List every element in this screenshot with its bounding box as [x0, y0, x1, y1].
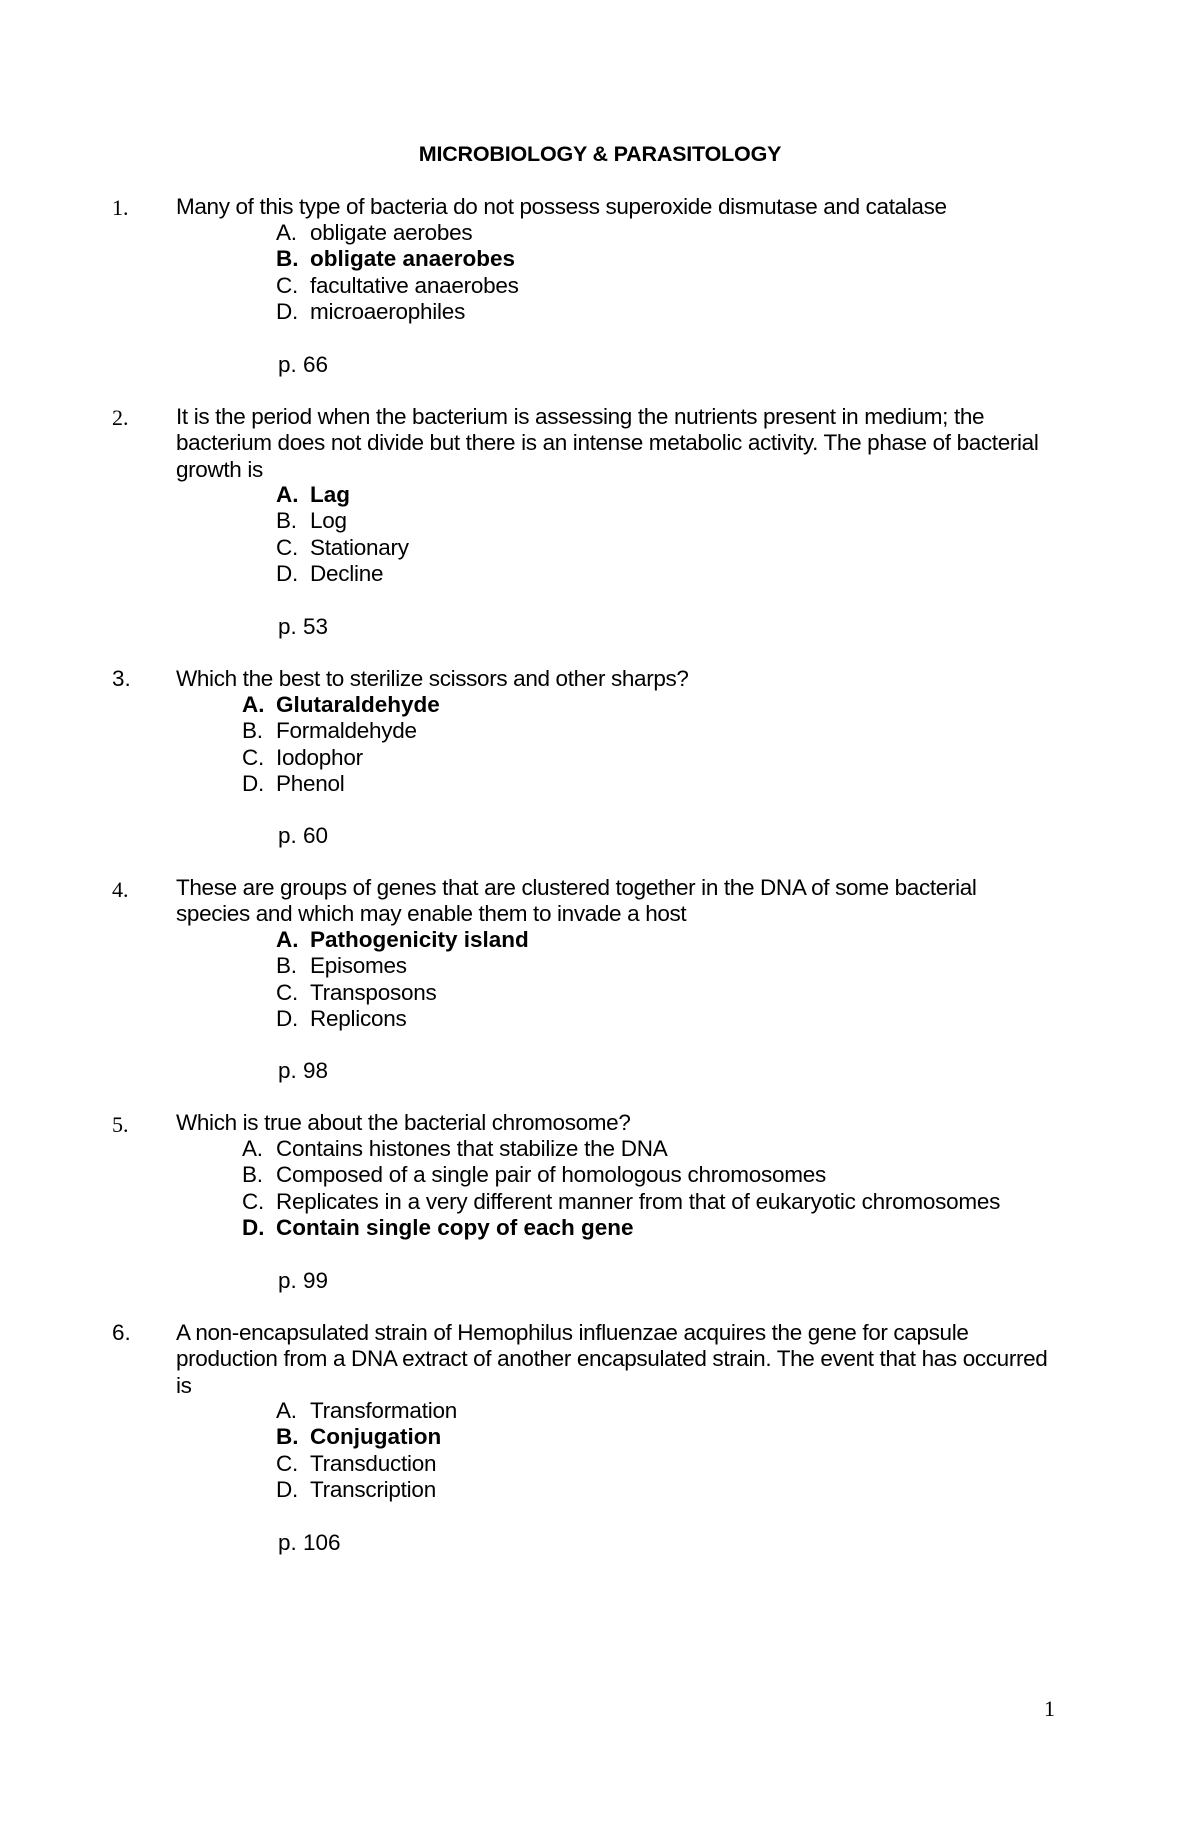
option-list — [276, 482, 409, 587]
option-c: C. Stationary — [276, 534, 409, 560]
question-text: It is the period when the bacterium is assessing the nutrients present in medium; the bacterium does not divide but there is an intense metabolic activity. The phase of bacterial growth is — [176, 404, 1039, 482]
option-b: B. obligate anaerobes — [276, 246, 516, 272]
option-b: B. Composed of a single pair of homologous chromosomes — [242, 1162, 827, 1188]
option-b: B. Episomes — [276, 953, 407, 979]
option-list — [276, 220, 519, 325]
option-d: D. Decline — [276, 560, 384, 586]
option-b: B. Formaldehyde — [242, 718, 417, 744]
question-text: Which the best to sterilize scissors and other sharps? — [176, 666, 689, 691]
page-reference: p. 98 — [278, 1058, 329, 1083]
page-reference: p. 60 — [278, 823, 329, 848]
page-number: 1 — [1044, 1696, 1055, 1721]
option-d: D. Replicons — [276, 1005, 407, 1031]
option-d: D. microaerophiles — [276, 298, 466, 324]
question-number: 1. — [112, 195, 129, 220]
page-reference: p. 66 — [278, 352, 329, 377]
option-a: A. obligate aerobes — [276, 220, 473, 245]
option-c: C. Iodophor — [242, 744, 363, 770]
option-a: A. Contains histones that stabilize the DNA — [242, 1136, 668, 1161]
question-text: Many of this type of bacteria do not possess superoxide dismutase and catalase — [176, 194, 947, 219]
question-number: 2. — [112, 405, 129, 430]
question-number: 4. — [112, 877, 129, 902]
page-reference: p. 106 — [278, 1530, 341, 1555]
question-text: A non-encapsulated strain of Hemophilus influenzae acquires the gene for capsule production from a DNA extract of another encapsulated strain. The event that has occurred is — [176, 1320, 1048, 1398]
option-a: A. Transformation — [276, 1398, 457, 1423]
option-b: B. Log — [276, 508, 347, 534]
question-text: Which is true about the bacterial chromosome? — [176, 1110, 631, 1135]
question-number: 3. — [112, 666, 131, 691]
option-list — [242, 692, 440, 797]
option-a: A. Lag — [276, 482, 351, 507]
option-list — [276, 927, 529, 1032]
question-number: 5. — [112, 1112, 129, 1137]
page-reference: p. 99 — [278, 1268, 329, 1293]
page-title: MICROBIOLOGY & PARASITOLOGY — [418, 142, 782, 166]
option-b: B. Conjugation — [276, 1424, 442, 1450]
page-reference: p. 53 — [278, 614, 329, 639]
option-c: C. Transduction — [276, 1450, 437, 1476]
option-list — [276, 1398, 457, 1503]
question-text: These are groups of genes that are clustered together in the DNA of some bacterial species and which may enable them to invade a host — [176, 875, 977, 927]
question-number: 6. — [112, 1320, 131, 1345]
option-c: C. Transposons — [276, 979, 437, 1005]
option-list — [242, 1136, 1000, 1241]
option-d: D. Phenol — [242, 770, 345, 796]
option-c: C. Replicates in a very different manner from that of eukaryotic chromosomes — [242, 1188, 1001, 1214]
option-d: D. Transcription — [276, 1476, 436, 1502]
option-a: A. Glutaraldehyde — [242, 692, 440, 717]
option-a: A. Pathogenicity island — [276, 927, 529, 952]
option-c: C. facultative anaerobes — [276, 272, 519, 298]
option-d: D. Contain single copy of each gene — [242, 1214, 634, 1240]
